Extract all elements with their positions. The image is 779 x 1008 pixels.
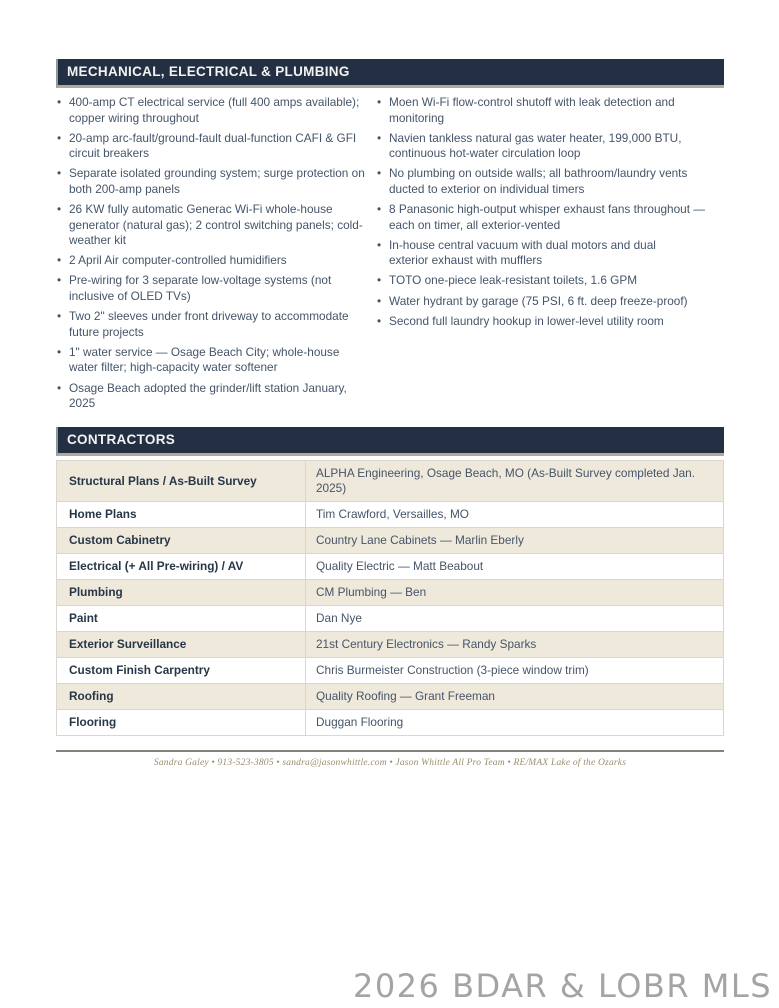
mep-section-title: MECHANICAL, ELECTRICAL & PLUMBING: [67, 64, 350, 79]
contractors-section-title: CONTRACTORS: [67, 432, 176, 448]
contractor-name: Tim Crawford, Versailles, MO: [306, 502, 724, 528]
mep-left-column: [56, 95, 366, 416]
bullet-item: • Navien tankless natural gas water heater, 199,000 BTU, continuous hot-water circulation loop: [376, 131, 724, 162]
contractor-category: Flooring: [57, 710, 306, 736]
contractor-name: 21st Century Electronics — Randy Sparks: [306, 632, 724, 658]
bullet-item: • Separate isolated grounding system; surge protection on both 200-amp panels: [56, 166, 366, 197]
bullet-item: • In-house central vacuum with dual motors and dual exterior exhaust with mufflers: [376, 238, 697, 269]
contractor-category: Custom Finish Carpentry: [57, 658, 306, 684]
contractors-section-header: [56, 427, 724, 456]
bullet-item: • 8 Panasonic high-output whisper exhaust fans throughout — each on timer, all exterior-vented: [376, 202, 724, 233]
contractors-section: [56, 427, 724, 736]
table-row: [57, 632, 724, 658]
contractors-table: [56, 460, 724, 736]
contractor-category: Exterior Surveillance: [57, 632, 306, 658]
table-row: [57, 658, 724, 684]
bullet-item: • Pre-wiring for 3 separate low-voltage systems (not inclusive of OLED TVs): [56, 273, 366, 304]
contractor-category: Roofing: [57, 684, 306, 710]
mep-right-column: [376, 95, 724, 416]
bullet-item: • Osage Beach adopted the grinder/lift station January, 2025: [56, 381, 366, 412]
table-row: [57, 554, 724, 580]
contractor-name: Quality Electric — Matt Beabout: [306, 554, 724, 580]
table-row: [57, 528, 724, 554]
bullet-item: • Second full laundry hookup in lower-level utility room: [376, 314, 724, 330]
table-row: [57, 684, 724, 710]
table-row: [57, 461, 724, 502]
bullet-item: • Moen Wi-Fi flow-control shutoff with leak detection and monitoring: [376, 95, 724, 126]
contractor-name: Dan Nye: [306, 606, 724, 632]
bullet-item: • 400-amp CT electrical service (full 400 amps available); copper wiring throughout: [56, 95, 366, 126]
table-row: [57, 710, 724, 736]
page-footer: [56, 750, 724, 768]
footer-contact-line: Sandra Galey • 913-523-3805 • sandra@jasonwhittle.com • Jason Whittle All Pro Team • RE/MAX Lake of the Ozarks: [153, 758, 627, 769]
bullet-item: • Water hydrant by garage (75 PSI, 6 ft. deep freeze-proof): [376, 294, 724, 310]
table-row: [57, 580, 724, 606]
mep-section-header: [56, 59, 724, 88]
contractor-name: Chris Burmeister Construction (3-piece window trim): [306, 658, 724, 684]
mep-section: [56, 59, 724, 416]
contractor-category: Custom Cabinetry: [57, 528, 306, 554]
table-row: [57, 502, 724, 528]
contractor-category: Home Plans: [57, 502, 306, 528]
contractor-category: Electrical (+ All Pre-wiring) / AV: [57, 554, 306, 580]
bullet-item: • 20-amp arc-fault/ground-fault dual-function CAFI & GFI circuit breakers: [56, 131, 366, 162]
bullet-item: • 26 KW fully automatic Generac Wi-Fi whole-house generator (natural gas); 2 control switching panels; cold-weather kit: [56, 202, 366, 249]
contractor-name: Duggan Flooring: [306, 710, 724, 736]
bullet-item: • No plumbing on outside walls; all bathroom/laundry vents ducted to exterior on individual timers: [376, 166, 724, 197]
contractor-name: Country Lane Cabinets — Marlin Eberly: [306, 528, 724, 554]
contractor-name: Quality Roofing — Grant Freeman: [306, 684, 724, 710]
mep-bullet-columns: [56, 95, 724, 416]
footer-divider: [56, 750, 724, 752]
contractor-category: Plumbing: [57, 580, 306, 606]
contractor-category: Paint: [57, 606, 306, 632]
bullet-item: • TOTO one-piece leak-resistant toilets, 1.6 GPM: [376, 273, 724, 289]
bullet-item: • 1" water service — Osage Beach City; whole-house water filter; high-capacity water softener: [56, 345, 366, 376]
bullet-item: • 2 April Air computer-controlled humidifiers: [56, 253, 366, 269]
contractor-name: ALPHA Engineering, Osage Beach, MO (As-Built Survey completed Jan. 2025): [306, 461, 724, 502]
mep-left-bullet-list: [56, 95, 366, 412]
bullet-item: • Two 2" sleeves under front driveway to accommodate future projects: [56, 309, 366, 340]
contractor-name: CM Plumbing — Ben: [306, 580, 724, 606]
contractor-category: Structural Plans / As-Built Survey: [57, 461, 306, 502]
mep-right-bullet-list: [376, 95, 724, 329]
table-row: [57, 606, 724, 632]
mls-watermark: 2026 BDAR & LOBR MLS: [352, 967, 772, 1005]
